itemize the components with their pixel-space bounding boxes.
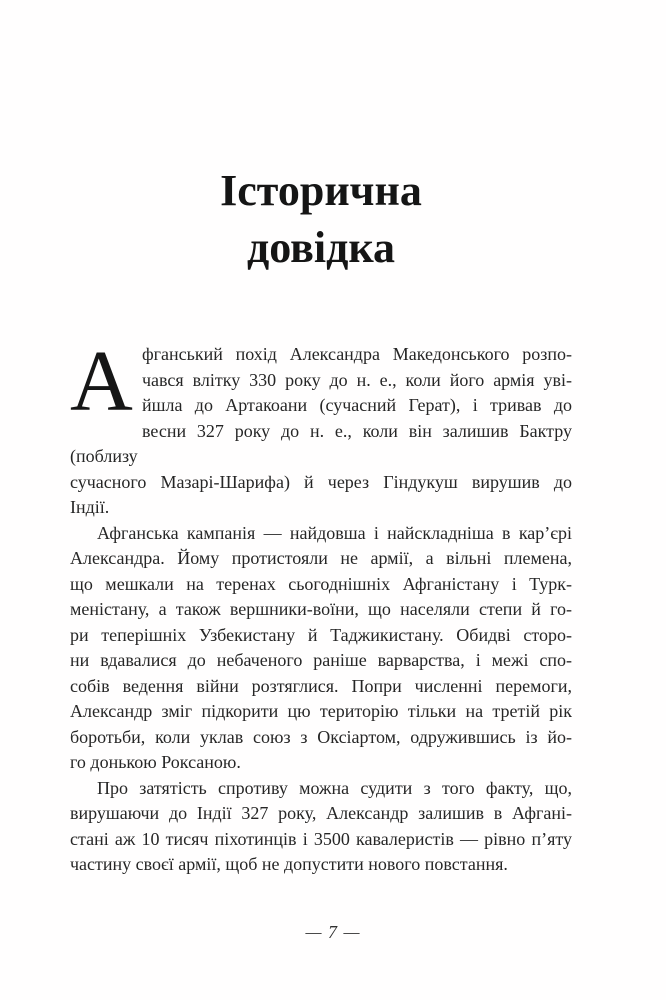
page-content [70,0,572,878]
text-line: Александра. Йому протистояли не армії, а вільні племена, [70,548,572,568]
text-line: стані аж 10 тисяч піхотинців і 3500 кавалеристів — рівно п’яту [70,828,572,849]
drop-cap: А [70,332,133,429]
paragraph-1 [70,332,572,521]
text-line: меністану, а також вершники-воїни, що населяли степи й го- [70,599,572,619]
text-line: ри теперішніх Узбекистану й Таджикистану. Обидві сторо- [70,624,572,645]
text-line: йшла до Артакоани (сучасний Герат), і тривав до [142,395,572,415]
chapter-title-line-1: Історична [220,166,422,215]
body-text [70,332,572,878]
text-line: чався влітку 330 року до н. е., коли його армія уві- [142,369,572,390]
text-line: що мешкали на теренах сьогоднішніх Афганістану і Турк- [70,573,572,594]
text-line: го донькою Роксаною. [70,752,241,772]
chapter-title-line-2: довідка [246,223,396,272]
text-line: частину своєї армії, щоб не допустити нового повстання. [70,854,508,874]
text-line: Александр зміг підкорити цю територію тільки на третій рік [70,701,572,721]
paragraph-3 [70,776,572,878]
text-line: вирушаючи до Індії 327 року, Александр залишив в Афгані- [70,803,572,823]
paragraph-2 [70,521,572,776]
chapter-title [70,0,572,276]
text-line: Індії. [70,497,110,517]
text-line: весни 327 року до н. е., коли він залишив Бактру (поблизу [70,420,572,466]
text-line: ни вдавалися до небаченого раніше варварства, і межі спо- [70,650,572,670]
text-line: сучасного Мазарі-Шарифа) й через Гіндукуш вирушив до [70,471,572,492]
text-line: Про затятість спротиву можна судити з того факту, що, [97,777,572,798]
text-line: фганський похід Александра Македонського розпо- [142,344,572,364]
text-line: Афганська кампанія — найдовша і найскладніша в кар’єрі [97,522,572,543]
page-number: — 7 — [305,922,361,942]
text-line: боротьби, коли уклав союз з Оксіартом, одружившись із йо- [70,726,572,747]
text-line: собів ведення війни розтяглися. Попри численні перемоги, [70,675,572,696]
